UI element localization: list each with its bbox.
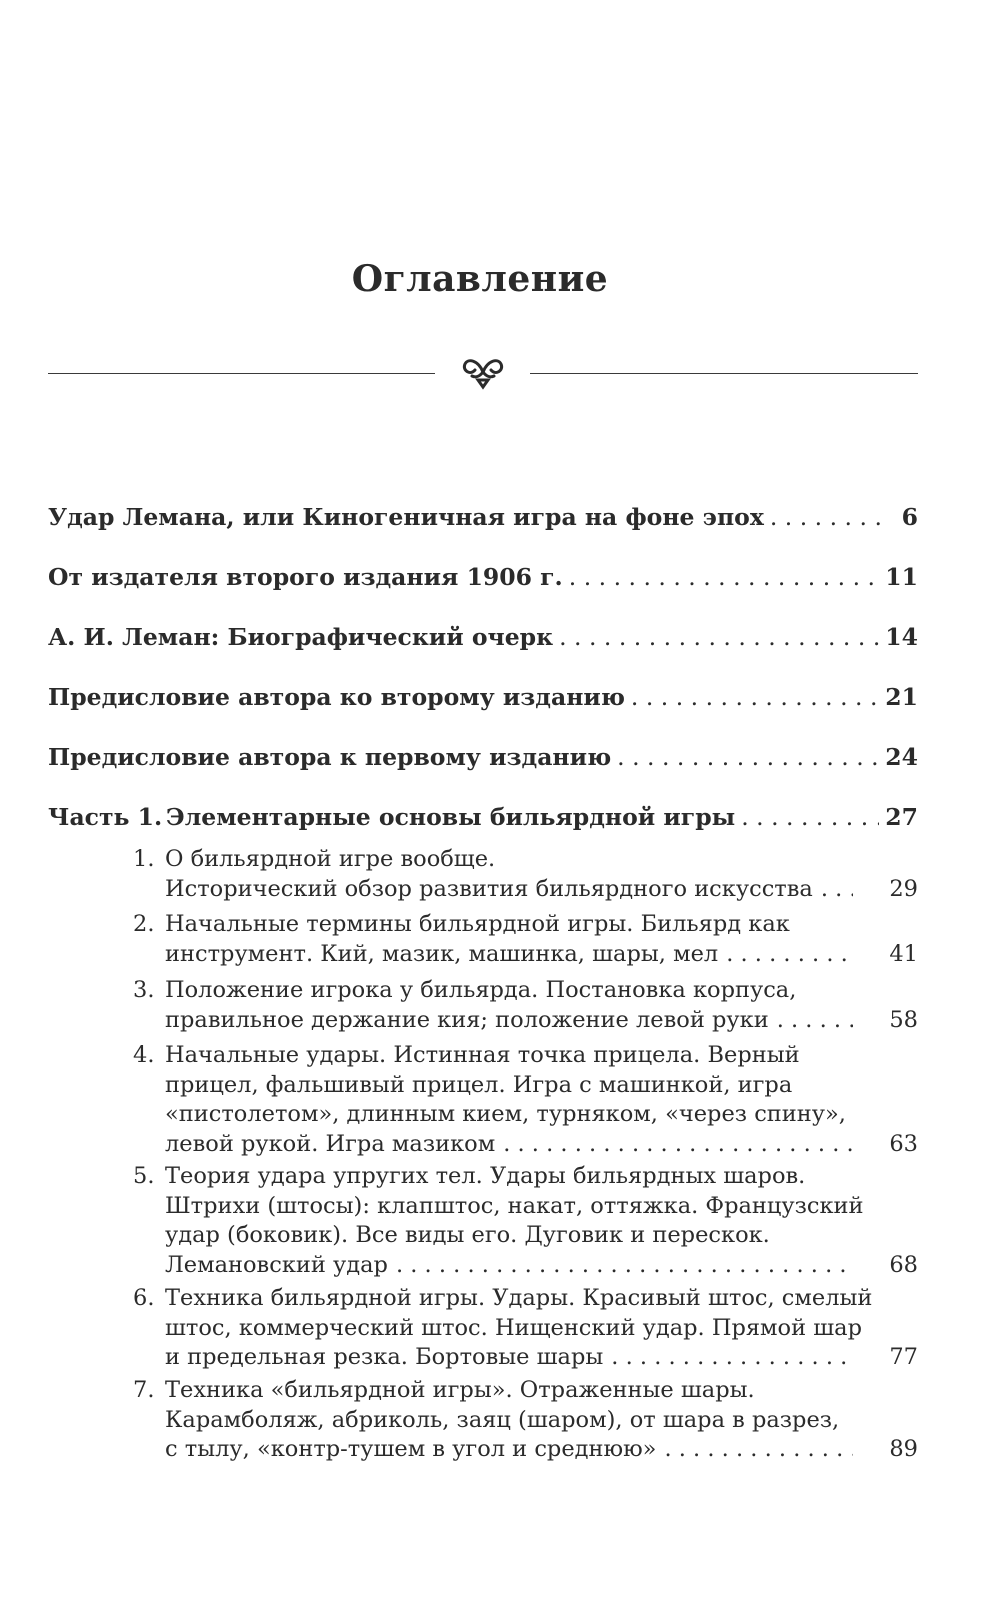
toc-entry-page: 14 [885,623,918,651]
dot-leader [569,563,880,592]
dot-leader [617,743,879,772]
chapter-title-line [165,1343,918,1373]
toc-entry[interactable] [48,683,918,712]
toc-entry-title: От издателя второго издания 1906 г. [48,563,563,591]
chapter-page: 68 [889,1251,918,1278]
chapter-number: 7. [133,1377,155,1403]
chapter-page: 63 [889,1130,918,1157]
chapter-title-line [165,1406,918,1436]
chapter-title-line [165,976,918,1006]
chapter-title-line [165,1192,918,1222]
toc-entry[interactable] [48,503,918,532]
chapter-entry[interactable] [133,845,918,904]
chapter-title [165,976,918,1035]
toc-entry-page: 21 [885,683,918,711]
chapter-line-text: Теория удара упругих тел. Удары бильярдных шаров. [165,1163,806,1189]
chapter-line-text: О бильярдной игре вообще. [165,846,496,872]
chapter-line-text: Исторический обзор развития бильярдного искусства [165,875,813,902]
chapter-line-text: прицел, фальшивый прицел. Игра с машинкой, игра [165,1071,793,1098]
dot-leader [777,1006,853,1036]
chapter-line-text: удар (боковик). Все виды его. Дуговик и перескок. [165,1222,770,1248]
chapter-page: 29 [889,875,918,902]
part-heading-text [48,803,735,832]
toc-entry[interactable] [48,743,918,772]
chapter-title-line [165,875,918,905]
fleuron-ornament-icon [438,350,528,400]
chapter-line-text: с тылу, «контр-тушем в угол и среднюю» [165,1436,657,1462]
dot-leader [741,803,879,832]
toc-entry-title: Предисловие автора к первому изданию [48,743,612,771]
dot-leader [631,683,879,712]
part-label: Часть 1. [48,803,163,831]
title-divider [48,350,918,400]
part-page: 27 [885,803,918,831]
chapter-title [165,910,918,969]
chapter-entry[interactable] [133,1041,918,1159]
toc-entry[interactable] [48,563,918,592]
chapter-title-line [165,1435,918,1465]
chapter-title-line [165,1071,918,1101]
chapter-line-text: Лемановский удар [165,1251,388,1278]
chapter-number: 5. [133,1163,155,1189]
dot-leader [726,940,853,970]
chapter-line-text: Начальные термины бильярдной игры. Бильярд как [165,911,790,937]
chapter-page: 77 [889,1344,918,1370]
toc-entry-page: 24 [885,743,918,771]
chapter-line-text: и предельная резка. Бортовые шары [165,1344,604,1370]
chapter-title-line [165,1130,918,1160]
chapter-line-text: «пистолетом», длинным кием, турняком, «через спину», [165,1101,846,1127]
chapter-title [165,1376,918,1465]
chapter-title-line [165,845,918,875]
divider-rule-right [530,373,918,374]
page-title: Оглавление [351,258,609,300]
chapter-title-line [165,1376,918,1406]
chapter-entry[interactable] [133,976,918,1035]
toc-entry-title: Удар Лемана, или Киногеничная игра на фоне эпох [48,503,764,531]
dot-leader [821,875,853,905]
chapter-number: 6. [133,1285,155,1311]
chapter-title [165,1284,918,1373]
dot-leader [611,1343,853,1373]
chapter-line-text: Положение игрока у бильярда. Постановка корпуса, [165,977,797,1003]
toc-entry-page: 11 [885,563,918,591]
chapter-entry[interactable] [133,910,918,969]
chapter-title-line [165,910,918,940]
chapter-entry[interactable] [133,1284,918,1373]
divider-rule-left [48,373,435,374]
chapter-line-text: левой рукой. Игра мазиком [165,1130,496,1157]
chapter-line-text: Техника бильярдной игры. Удары. Красивый штос, смелый [165,1285,873,1311]
dot-leader [770,503,882,532]
toc-entry-title: А. И. Леман: Биографический очерк [48,623,554,651]
toc-entry-page: 6 [901,503,918,531]
chapter-page: 58 [889,1006,918,1033]
dot-leader [396,1251,853,1281]
toc-part-heading[interactable] [48,803,918,832]
chapter-title-line [165,1162,918,1192]
chapter-line-text: штос, коммерческий штос. Нищенский удар. Прямой шар [165,1314,862,1341]
chapter-line-text: инструмент. Кий, мазик, машинка, шары, мел [165,940,719,967]
dot-leader [664,1435,853,1465]
chapter-line-text: правильное держание кия; положение левой руки [165,1006,769,1033]
chapter-page: 41 [889,940,918,967]
chapter-title-line [165,1284,918,1314]
chapter-line-text: Штрихи (штосы): клапштос, накат, оттяжка. Французский [165,1192,864,1219]
toc-entry-title: Предисловие автора ко второму изданию [48,683,625,711]
part-title: Элементарные основы бильярдной игры [166,803,736,831]
chapter-line-text: Начальные удары. Истинная точка прицела. Верный [165,1042,800,1068]
chapter-title-line [165,1100,918,1130]
chapter-number: 3. [133,977,155,1003]
chapter-number: 4. [133,1042,155,1068]
toc-entry[interactable] [48,623,918,652]
chapter-number: 1. [133,846,155,872]
chapter-number: 2. [133,911,155,937]
chapter-title [165,845,918,904]
chapter-title-line [165,940,918,970]
chapter-title-line [165,1041,918,1071]
chapter-entry[interactable] [133,1162,918,1280]
dot-leader [503,1130,853,1160]
chapter-entry[interactable] [133,1376,918,1465]
chapter-line-text: Техника «бильярдной игры». Отраженные шары. [165,1377,755,1403]
chapter-title [165,1162,918,1280]
chapter-title [165,1041,918,1159]
chapter-page: 89 [889,1436,918,1462]
chapter-title-line [165,1251,918,1281]
chapter-title-line [165,1006,918,1036]
chapter-line-text: Карамболяж, абриколь, заяц (шаром), от шара в разрез, [165,1406,840,1433]
chapter-title-line [165,1314,918,1344]
dot-leader [559,623,879,652]
chapter-title-line [165,1221,918,1251]
